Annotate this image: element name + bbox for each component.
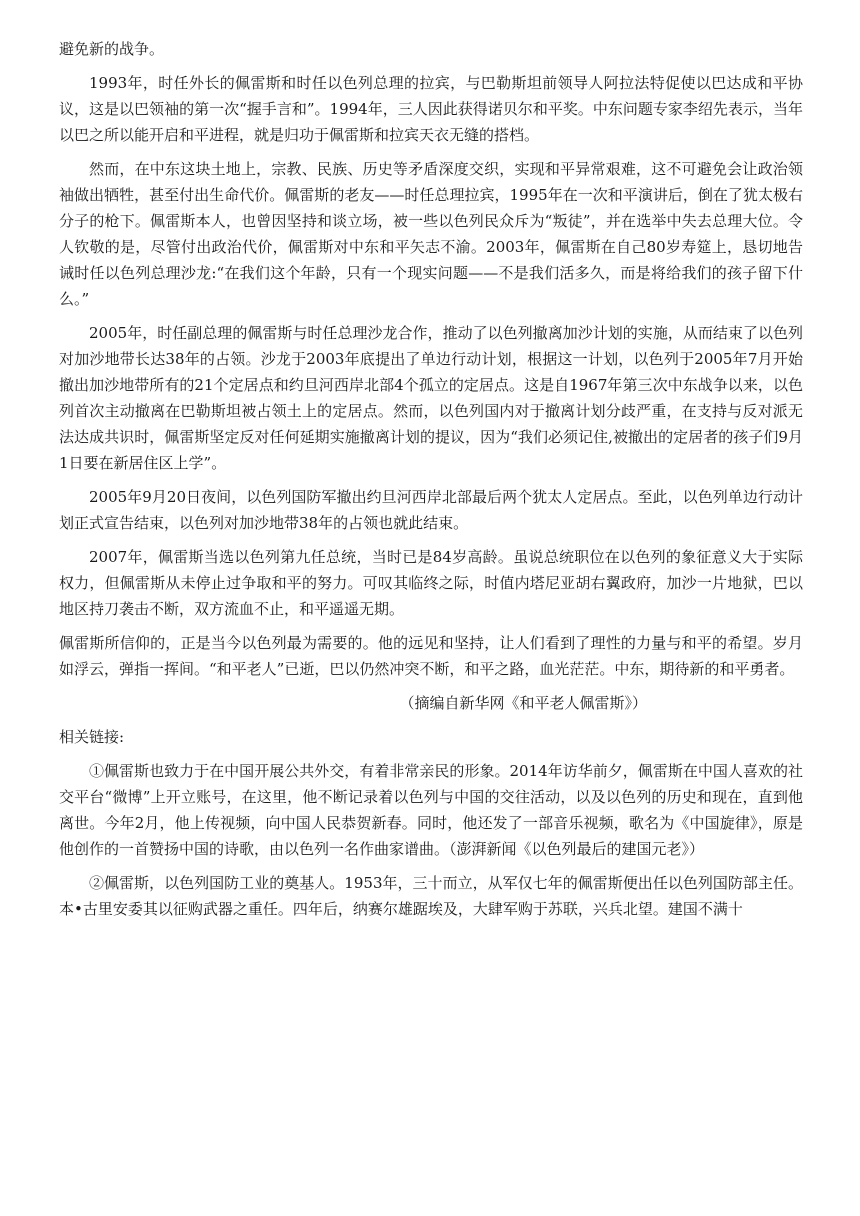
- article-paragraph-5: 2007年，佩雷斯当选以色列第九任总统，当时已是84岁高龄。虽说总统职位在以色列的象征意义大于实际权力，但佩雷斯从未停止过争取和平的努力。可叹其临终之际，时值内塔尼亚胡右翼政府，加沙一片地狱，巴以地区持刀袭击不断，双方流血不止，和平遥遥无期。: [59, 548, 803, 618]
- related-links-heading: 相关链接:: [59, 728, 125, 746]
- article-paragraph-0: 避免新的战争。: [59, 40, 165, 58]
- article-paragraph-4: 2005年9月20日夜间，以色列国防军撤出约旦河西岸北部最后两个犹太人定居点。至此，以色列单边行动计划正式宣告结束，以色列对加沙地带38年的占领也就此结束。: [59, 488, 803, 532]
- related-link-item-2: ②佩雷斯，以色列国防工业的奠基人。1953年，三十而立，从军仅七年的佩雷斯便出任以色列国防部主任。本•古里安委其以征购武器之重任。四年后，纳赛尔雄踞埃及，大肆军购于苏联，兴兵北望。建国不满十: [59, 874, 803, 918]
- article-source: （摘编自新华网《和平老人佩雷斯》）: [399, 694, 647, 712]
- article-paragraph-2: 然而，在中东这块土地上，宗教、民族、历史等矛盾深度交织，实现和平异常艰难，这不可避免会让政治领袖做出牺牲，甚至付出生命代价。佩雷斯的老友——时任总理拉宾，1995年在一次和平演讲后，倒在了犹太极右分子的枪下。佩雷斯本人，也曾因坚持和谈立场，被一些以色列民众斥为“叛徒”，并在选举中失去总理大位。令人钦敬的是，尽管付出政治代价，佩雷斯对中东和平矢志不渝。2003年，佩雷斯在自己80岁寿筵上，恳切地告诫时任以色列总理沙龙:“在我们这个年龄，只有一个现实问题——不是我们活多久，而是将给我们的孩子留下什么。”: [59, 160, 803, 308]
- article-paragraph-1: 1993年，时任外长的佩雷斯和时任以色列总理的拉宾，与巴勒斯坦前领导人阿拉法特促使以巴达成和平协议，这是以巴领袖的第一次“握手言和”。1994年，三人因此获得诺贝尔和平奖。中东问题专家李绍先表示，当年以巴之所以能开启和平进程，就是归功于佩雷斯和拉宾天衣无缝的搭档。: [59, 74, 803, 144]
- related-link-item-1: ①佩雷斯也致力于在中国开展公共外交，有着非常亲民的形象。2014年访华前夕，佩雷斯在中国人喜欢的社交平台“微博”上开立账号，在这里，他不断记录着以色列与中国的交往活动，以及以色列的历史和现在，直到他离世。今年2月，他上传视频，向中国人民恭贺新春。同时，他还发了一部音乐视频，歌名为《中国旋律》，原是他创作的一首赞扬中国的诗歌，由以色列一名作曲家谱曲。（澎湃新闻《以色列最后的建国元老》）: [59, 762, 803, 858]
- document-page: [59, 36, 803, 930]
- article-paragraph-6: 佩雷斯所信仰的，正是当今以色列最为需要的。他的远见和坚持，让人们看到了理性的力量与和平的希望。岁月如浮云，弹指一挥间。“和平老人”已逝，巴以仍然冲突不断，和平之路，血光茫茫。中东，期待新的和平勇者。: [59, 634, 803, 678]
- article-paragraph-3: 2005年，时任副总理的佩雷斯与时任总理沙龙合作，推动了以色列撤离加沙计划的实施，从而结束了以色列对加沙地带长达38年的占领。沙龙于2003年底提出了单边行动计划，根据这一计划，以色列于2005年7月开始撤出加沙地带所有的21个定居点和约旦河西岸北部4个孤立的定居点。这是自1967年第三次中东战争以来，以色列首次主动撤离在巴勒斯坦被占领土上的定居点。然而，以色列国内对于撤离计划分歧严重，在支持与反对派无法达成共识时，佩雷斯坚定反对任何延期实施撤离计划的提议，因为“我们必须记住,被撤出的定居者的孩子们9月1日要在新居住区上学”。: [59, 324, 803, 472]
